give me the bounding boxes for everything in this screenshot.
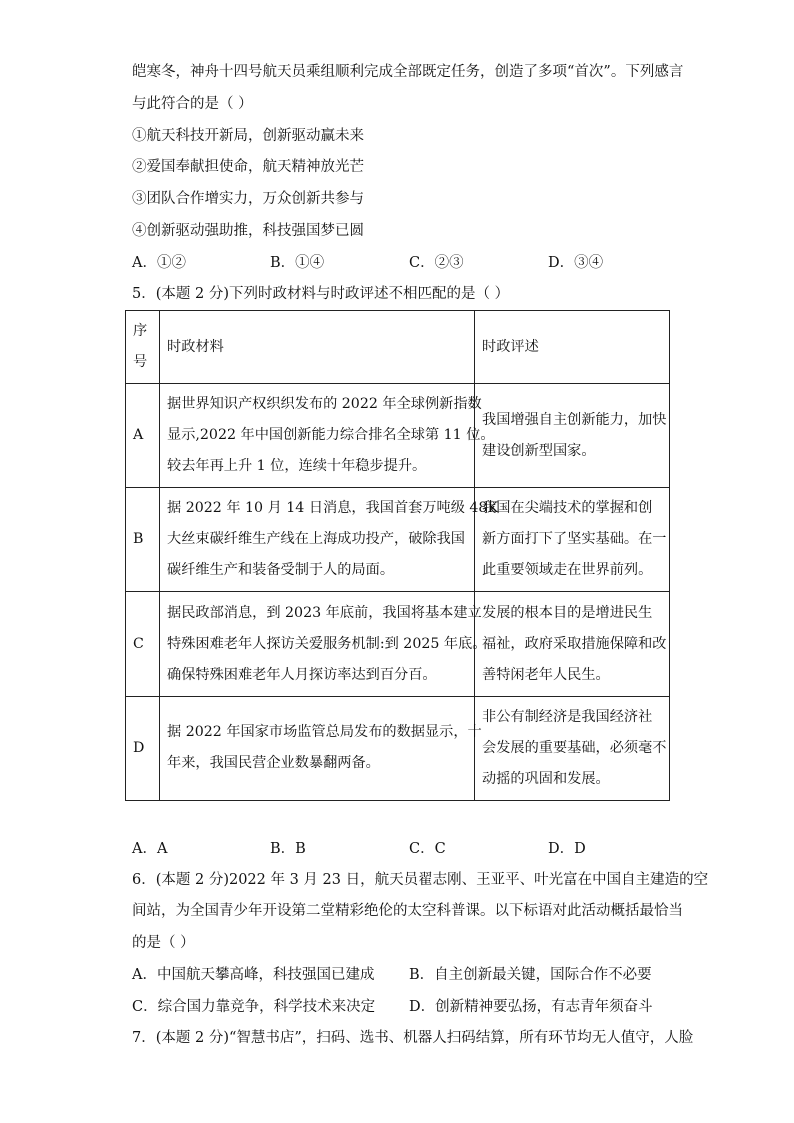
header-material: 时政材料 [160, 311, 475, 384]
row-b-comment-line: 此重要领域走在世界前列。 [482, 562, 653, 578]
row-d-material [160, 697, 482, 801]
q5-option-d: D．D [548, 841, 586, 857]
q4-option-b: B．①④ [270, 255, 325, 271]
q6-stem-line-3: 的是（ ） [132, 935, 195, 951]
q4-stem-line-1: 皑寒冬，神舟十四号航天员乘组顺利完成全部既定任务，创造了多项“首次”。下列感言 [132, 64, 684, 80]
row-b-comment-line: 新方面打下了坚实基础。在一 [482, 531, 667, 547]
row-b-material [160, 488, 499, 592]
header-comment: 时政评述 [475, 311, 670, 384]
row-c-comment-line: 善特闲老年人民生。 [482, 666, 610, 683]
row-d-material-line: 年来，我国民营企业数暴翻两备。 [167, 755, 380, 771]
row-c-material-line: 特殊困难老年人探访关爱服务机制:到 2025 年底。 [167, 635, 487, 652]
row-c-material-line: 据民政部消息，到 2023 年底前，我国将基本建立 [167, 604, 482, 621]
q4-stem-line-2: 与此符合的是（ ） [132, 96, 253, 112]
q6-stem-line-1: 6．(本题 2 分)2022 年 3 月 23 日，航天员翟志刚、王亚平、叶光富在中国自主建造的空 [132, 872, 709, 888]
row-c-comment-line: 发展的根本目的是增进民生 [482, 604, 653, 621]
row-c-comment [475, 592, 670, 697]
row-c-comment-line: 福祉，政府采取措施保障和改 [482, 635, 667, 652]
q4-statement-3: ③团队合作增实力，万众创新共参与 [132, 191, 364, 207]
row-c-num: C [126, 592, 160, 697]
row-d-comment-line: 会发展的重要基础，必须毫不 [482, 740, 667, 756]
q7-stem-line-1: 7．(本题 2 分)“智慧书店”，扫码、选书、机器人扫码结算，所有环节均无人值守，人脸 [132, 1030, 694, 1046]
header-num-line-2: 号 [133, 354, 148, 370]
row-b-comment-line: 我国在尖端技术的掌握和创 [482, 500, 653, 516]
row-a-material-line: 显示,2022 年中国创新能力综合排名全球第 11 位。 [167, 427, 495, 443]
row-a-comment-line: 建设创新型国家。 [482, 442, 596, 459]
row-a-material-line: 较去年再上升 1 位，连续十年稳步提升。 [167, 458, 427, 474]
row-b-comment [475, 488, 670, 592]
table-row [126, 384, 670, 488]
q5-option-a: A．A [132, 841, 168, 857]
q5-stem: 5．(本题 2 分)下列时政材料与时政评述不相匹配的是（ ） [132, 286, 510, 302]
row-a-num: A [126, 384, 160, 488]
q6-option-b: B．自主创新最关键，国际合作不必要 [409, 967, 652, 983]
row-d-material-line: 据 2022 年国家市场监管总局发布的数据显示，十 [167, 724, 482, 740]
q6-option-c: C．综合国力靠竞争，科学技术来决定 [132, 999, 376, 1015]
row-b-num: B [126, 488, 160, 592]
row-c-material [160, 592, 487, 697]
header-num [126, 311, 160, 384]
row-d-num: D [126, 697, 160, 801]
q4-option-d: D．③④ [548, 255, 604, 271]
row-a-material [160, 384, 495, 488]
row-d-comment [475, 697, 670, 801]
table-header-row [126, 311, 670, 384]
q5-option-b: B．B [270, 841, 306, 857]
row-c-material-line: 确保特殊困难老年人月探访率达到百分百。 [167, 666, 437, 683]
row-a-material-line: 据世界知识产权织织发布的 2022 年全球例新指数 [167, 396, 482, 412]
q4-option-a: A．①② [132, 255, 186, 271]
q6-option-d: D．创新精神要弘扬，有志青年须奋斗 [409, 999, 653, 1015]
row-d-comment-line: 动摇的巩固和发展。 [482, 771, 610, 787]
row-a-comment-line: 我国增强自主创新能力，加快 [482, 411, 667, 428]
row-b-material-line: 大丝束碳纤维生产线在上海成功投产，破除我国 [167, 531, 465, 547]
q4-option-c: C．②③ [409, 255, 464, 271]
q4-statement-2: ②爱国奉献担使命，航天精神放光芒 [132, 159, 364, 175]
q6-stem-line-2: 间站，为全国青少年开设第二堂精彩绝伦的太空科普课。以下标语对此活动概括最恰当 [132, 903, 683, 919]
table-row [126, 592, 670, 697]
q6-option-a: A．中国航天攀高峰，科技强国已建成 [132, 967, 375, 983]
row-d-comment-line: 非公有制经济是我国经济社 [482, 709, 653, 725]
row-a-comment [475, 384, 670, 488]
q4-statement-1: ①航天科技开新局，创新驱动赢未来 [132, 128, 364, 144]
header-num-line-1: 序 [133, 323, 148, 339]
table-row [126, 488, 670, 592]
row-b-material-line: 碳纤维生产和装备受制于人的局面。 [167, 562, 395, 578]
row-b-material-line: 据 2022 年 10 月 14 日消息，我国首套万吨级 48K [167, 500, 499, 516]
q4-statement-4: ④创新驱动强助推，科技强国梦已圆 [132, 223, 364, 239]
table-row [126, 697, 670, 801]
q5-option-c: C．C [409, 841, 446, 857]
q5-table [125, 310, 670, 801]
